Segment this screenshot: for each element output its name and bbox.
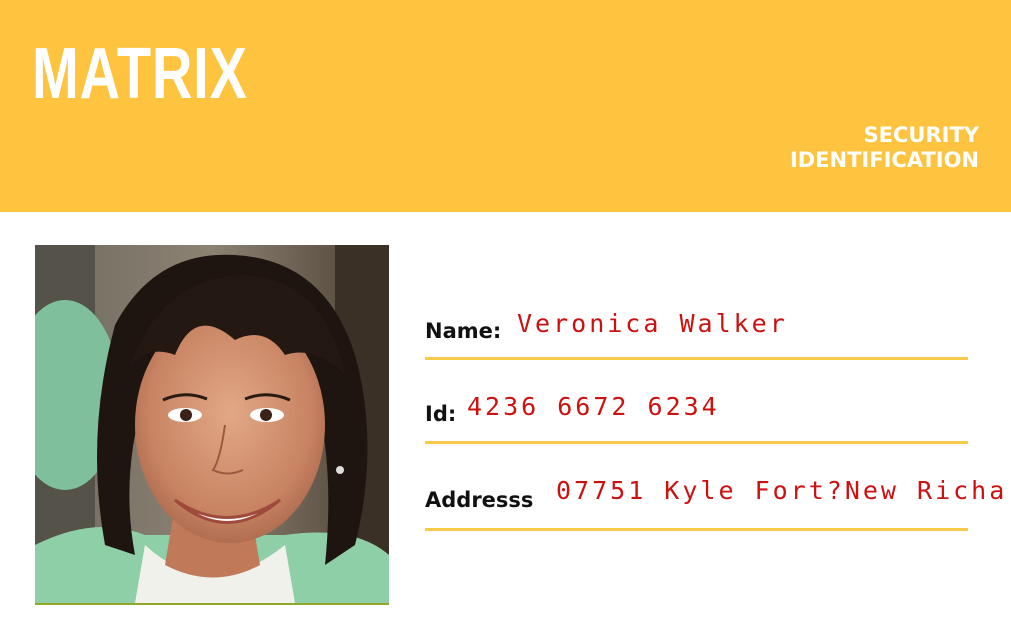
id-field <box>425 390 968 444</box>
portrait-illustration <box>35 245 389 603</box>
name-value: Veronica Walker <box>517 309 788 338</box>
id-value: 4236 6672 6234 <box>467 392 720 421</box>
subtitle-line-2: IDENTIFICATION <box>789 148 979 172</box>
name-label: Name: <box>425 319 502 343</box>
header-banner <box>0 0 1011 212</box>
id-label: Id: <box>425 402 457 426</box>
address-label: Addresss <box>425 488 534 512</box>
address-field <box>425 472 1008 531</box>
name-field <box>425 305 968 360</box>
portrait-photo <box>35 245 389 605</box>
address-value: 07751 Kyle Fort?New Richa <box>556 476 1008 505</box>
brand-logo-text: MATRIX <box>32 34 248 114</box>
security-identification-title <box>790 123 979 173</box>
subtitle-line-1: SECURITY <box>863 123 979 147</box>
